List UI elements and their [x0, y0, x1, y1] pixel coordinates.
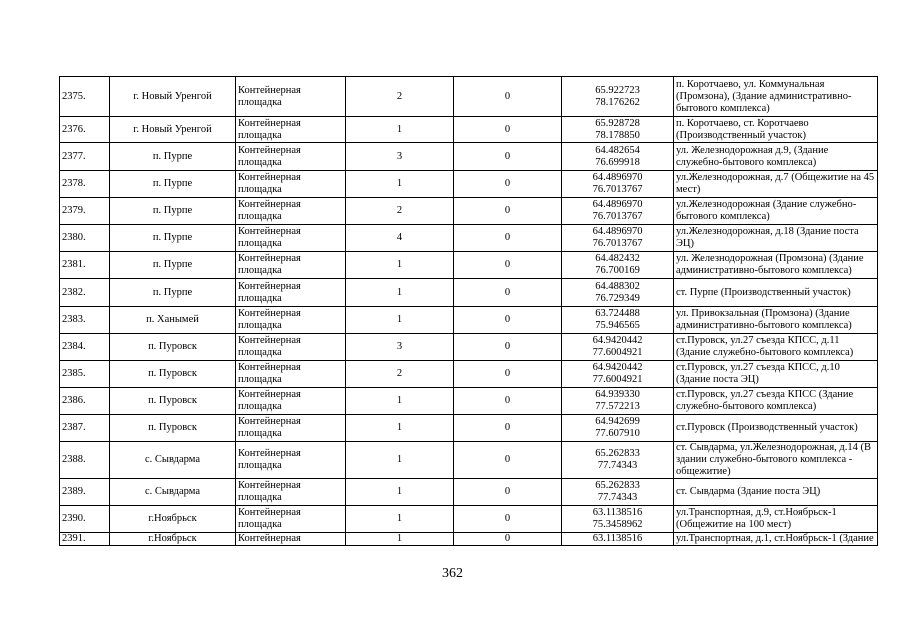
latitude-value: 65.262833 — [595, 448, 640, 459]
longitude-value: 78.176262 — [595, 96, 640, 108]
type-cell: Контейнерная площадка — [236, 334, 346, 361]
value-cell: 0 — [454, 479, 562, 506]
type-cell: Контейнерная площадка — [236, 479, 346, 506]
container-count-cell: 1 — [346, 388, 454, 415]
type-cell: Контейнерная площадка — [236, 442, 346, 479]
locality-cell: п. Пурпе — [110, 279, 236, 307]
row-number: 2386. — [60, 388, 110, 415]
address-cell: ул.Транспортная, д.1, ст.Ноябрьск-1 (Здание — [674, 533, 878, 546]
longitude-value: 75.946565 — [595, 320, 640, 331]
longitude-value: 76.7013767 — [592, 238, 643, 249]
longitude-value: 76.729349 — [595, 292, 640, 304]
longitude-value: 77.572213 — [595, 401, 640, 412]
value-cell: 0 — [454, 533, 562, 546]
row-number: 2380. — [60, 225, 110, 252]
row-number: 2389. — [60, 479, 110, 506]
longitude-value: 76.699918 — [595, 156, 640, 168]
row-number: 2387. — [60, 415, 110, 442]
type-cell: Контейнерная площадка — [236, 506, 346, 533]
locality-cell: п. Пурпе — [110, 198, 236, 225]
table-row — [60, 361, 878, 388]
locality-cell: п. Пуровск — [110, 388, 236, 415]
coordinates-cell — [562, 279, 674, 307]
locality-cell: п. Ханымей — [110, 307, 236, 334]
type-cell: Контейнерная площадка — [236, 388, 346, 415]
longitude-value: 76.7013767 — [592, 211, 643, 222]
container-count-cell: 2 — [346, 361, 454, 388]
longitude-value: 77.74343 — [597, 492, 638, 503]
row-number: 2382. — [60, 279, 110, 307]
table-row — [60, 77, 878, 117]
registry-table — [59, 76, 878, 546]
row-number: 2379. — [60, 198, 110, 225]
locality-cell: п. Пурпе — [110, 225, 236, 252]
latitude-value: 65.262833 — [595, 480, 640, 491]
latitude-value: 63.724488 — [595, 308, 640, 319]
latitude-value: 64.4896970 — [592, 199, 643, 210]
address-cell: ул. Привокзальная (Промзона) (Здание административно-бытового комплекса) — [674, 307, 878, 334]
table-row — [60, 198, 878, 225]
container-count-cell: 3 — [346, 143, 454, 171]
value-cell: 0 — [454, 198, 562, 225]
longitude-value: 77.6004921 — [592, 374, 643, 385]
locality-cell: с. Сывдарма — [110, 442, 236, 479]
coordinates-cell — [562, 361, 674, 388]
locality-cell: г. Новый Уренгой — [110, 117, 236, 143]
locality-cell: п. Пурпе — [110, 252, 236, 279]
coordinates-cell — [562, 117, 674, 143]
coordinates-cell — [562, 252, 674, 279]
value-cell: 0 — [454, 334, 562, 361]
value-cell: 0 — [454, 279, 562, 307]
latitude-value: 64.4896970 — [592, 226, 643, 237]
latitude-value: 64.4896970 — [592, 172, 643, 183]
coordinates-cell — [562, 307, 674, 334]
address-cell: ст.Пуровск, ул.27 съезда КПСС, д.11 (Здание служебно-бытового комплекса) — [674, 334, 878, 361]
value-cell: 0 — [454, 388, 562, 415]
row-number: 2376. — [60, 117, 110, 143]
locality-cell: п. Пурпе — [110, 171, 236, 198]
table-row — [60, 252, 878, 279]
type-cell: Контейнерная — [236, 533, 346, 546]
coordinates-cell — [562, 479, 674, 506]
locality-cell: г. Новый Уренгой — [110, 77, 236, 117]
longitude-value: 77.607910 — [595, 428, 640, 439]
row-number: 2385. — [60, 361, 110, 388]
coordinates-cell — [562, 77, 674, 117]
container-count-cell: 1 — [346, 533, 454, 546]
value-cell: 0 — [454, 225, 562, 252]
container-count-cell: 1 — [346, 506, 454, 533]
value-cell: 0 — [454, 415, 562, 442]
table-row — [60, 225, 878, 252]
container-count-cell: 1 — [346, 442, 454, 479]
type-cell: Контейнерная площадка — [236, 252, 346, 279]
coordinates-cell — [562, 171, 674, 198]
locality-cell: г.Ноябрьск — [110, 506, 236, 533]
container-count-cell: 3 — [346, 334, 454, 361]
locality-cell: п. Пуровск — [110, 415, 236, 442]
type-cell: Контейнерная площадка — [236, 198, 346, 225]
coordinates-cell — [562, 143, 674, 171]
locality-cell: п. Пуровск — [110, 361, 236, 388]
address-cell: ст.Пуровск, ул.27 съезда КПСС, д.10 (Здание поста ЭЦ) — [674, 361, 878, 388]
row-number: 2384. — [60, 334, 110, 361]
locality-cell: г.Ноябрьск — [110, 533, 236, 546]
table-body — [60, 77, 878, 546]
table-row — [60, 279, 878, 307]
address-cell: ст. Сывдарма, ул.Железнодорожная, д.14 (В здании служебно-бытового комплекса - общежитие) — [674, 442, 878, 479]
container-count-cell: 1 — [346, 307, 454, 334]
longitude-value: 76.700169 — [595, 265, 640, 276]
row-number: 2378. — [60, 171, 110, 198]
container-count-cell: 1 — [346, 252, 454, 279]
latitude-value: 64.9420442 — [592, 362, 643, 373]
type-cell: Контейнерная площадка — [236, 77, 346, 117]
table-row — [60, 307, 878, 334]
latitude-value: 63.1138516 — [592, 533, 643, 544]
row-number: 2375. — [60, 77, 110, 117]
address-cell: ул. Железнодорожная (Промзона) (Здание административно-бытового комплекса) — [674, 252, 878, 279]
table-row — [60, 415, 878, 442]
address-cell: ул.Железнодорожная (Здание служебно-бытового комплекса) — [674, 198, 878, 225]
latitude-value: 64.488302 — [595, 280, 640, 292]
address-cell: ул.Транспортная, д.9, ст.Ноябрьск-1 (Общежитие на 100 мест) — [674, 506, 878, 533]
type-cell: Контейнерная площадка — [236, 415, 346, 442]
latitude-value: 64.482654 — [595, 144, 640, 156]
latitude-value: 65.928728 — [595, 117, 640, 129]
row-number: 2390. — [60, 506, 110, 533]
container-count-cell: 1 — [346, 117, 454, 143]
table-row — [60, 506, 878, 533]
latitude-value: 64.939330 — [595, 389, 640, 400]
address-cell: п. Коротчаево, ул. Коммунальная (Промзона), (Здание административно-бытового комплекса) — [674, 77, 878, 117]
coordinates-cell — [562, 198, 674, 225]
row-number: 2381. — [60, 252, 110, 279]
value-cell: 0 — [454, 361, 562, 388]
locality-cell: п. Пурпе — [110, 143, 236, 171]
address-cell: ст.Пуровск, ул.27 съезда КПСС (Здание служебно-бытового комплекса) — [674, 388, 878, 415]
locality-cell: с. Сывдарма — [110, 479, 236, 506]
latitude-value: 64.9420442 — [592, 335, 643, 346]
latitude-value: 64.482432 — [595, 253, 640, 264]
address-cell: ул.Железнодорожная, д.18 (Здание поста ЭЦ) — [674, 225, 878, 252]
coordinates-cell — [562, 415, 674, 442]
table-row — [60, 479, 878, 506]
container-count-cell: 1 — [346, 279, 454, 307]
value-cell: 0 — [454, 77, 562, 117]
value-cell: 0 — [454, 171, 562, 198]
coordinates-cell — [562, 533, 674, 546]
locality-cell: п. Пуровск — [110, 334, 236, 361]
latitude-value: 64.942699 — [595, 416, 640, 427]
longitude-value: 75.3458962 — [592, 519, 643, 530]
table-row — [60, 334, 878, 361]
address-cell: ул.Железнодорожная, д.7 (Общежитие на 45 мест) — [674, 171, 878, 198]
type-cell: Контейнерная площадка — [236, 307, 346, 334]
type-cell: Контейнерная площадка — [236, 143, 346, 171]
container-count-cell: 2 — [346, 77, 454, 117]
container-count-cell: 1 — [346, 171, 454, 198]
longitude-value: 77.6004921 — [592, 347, 643, 358]
latitude-value: 65.922723 — [595, 84, 640, 96]
container-count-cell: 4 — [346, 225, 454, 252]
address-cell: ст. Пурпе (Производственный участок) — [674, 279, 878, 307]
type-cell: Контейнерная площадка — [236, 225, 346, 252]
address-cell: ст. Сывдарма (Здание поста ЭЦ) — [674, 479, 878, 506]
type-cell: Контейнерная площадка — [236, 117, 346, 143]
coordinates-cell — [562, 225, 674, 252]
address-cell: п. Коротчаево, ст. Коротчаево (Производственный участок) — [674, 117, 878, 143]
type-cell: Контейнерная площадка — [236, 361, 346, 388]
row-number: 2391. — [60, 533, 110, 546]
longitude-value: 76.7013767 — [592, 184, 643, 195]
type-cell: Контейнерная площадка — [236, 279, 346, 307]
type-cell: Контейнерная площадка — [236, 171, 346, 198]
coordinates-cell — [562, 506, 674, 533]
table-row — [60, 171, 878, 198]
table-row — [60, 533, 878, 546]
table-row — [60, 388, 878, 415]
latitude-value: 63.1138516 — [592, 507, 643, 518]
coordinates-cell — [562, 442, 674, 479]
container-count-cell: 1 — [346, 479, 454, 506]
value-cell: 0 — [454, 307, 562, 334]
container-count-cell: 2 — [346, 198, 454, 225]
value-cell: 0 — [454, 117, 562, 143]
value-cell: 0 — [454, 506, 562, 533]
row-number: 2377. — [60, 143, 110, 171]
value-cell: 0 — [454, 143, 562, 171]
coordinates-cell — [562, 334, 674, 361]
row-number: 2383. — [60, 307, 110, 334]
address-cell: ст.Пуровск (Производственный участок) — [674, 415, 878, 442]
longitude-value: 77.74343 — [597, 460, 638, 471]
value-cell: 0 — [454, 252, 562, 279]
page-number: 362 — [442, 566, 463, 581]
address-cell: ул. Железнодорожная д.9, (Здание служебно-бытового комплекса) — [674, 143, 878, 171]
row-number: 2388. — [60, 442, 110, 479]
table-row — [60, 442, 878, 479]
table-row — [60, 117, 878, 143]
longitude-value: 78.178850 — [595, 129, 640, 141]
value-cell: 0 — [454, 442, 562, 479]
container-count-cell: 1 — [346, 415, 454, 442]
coordinates-cell — [562, 388, 674, 415]
table-row — [60, 143, 878, 171]
